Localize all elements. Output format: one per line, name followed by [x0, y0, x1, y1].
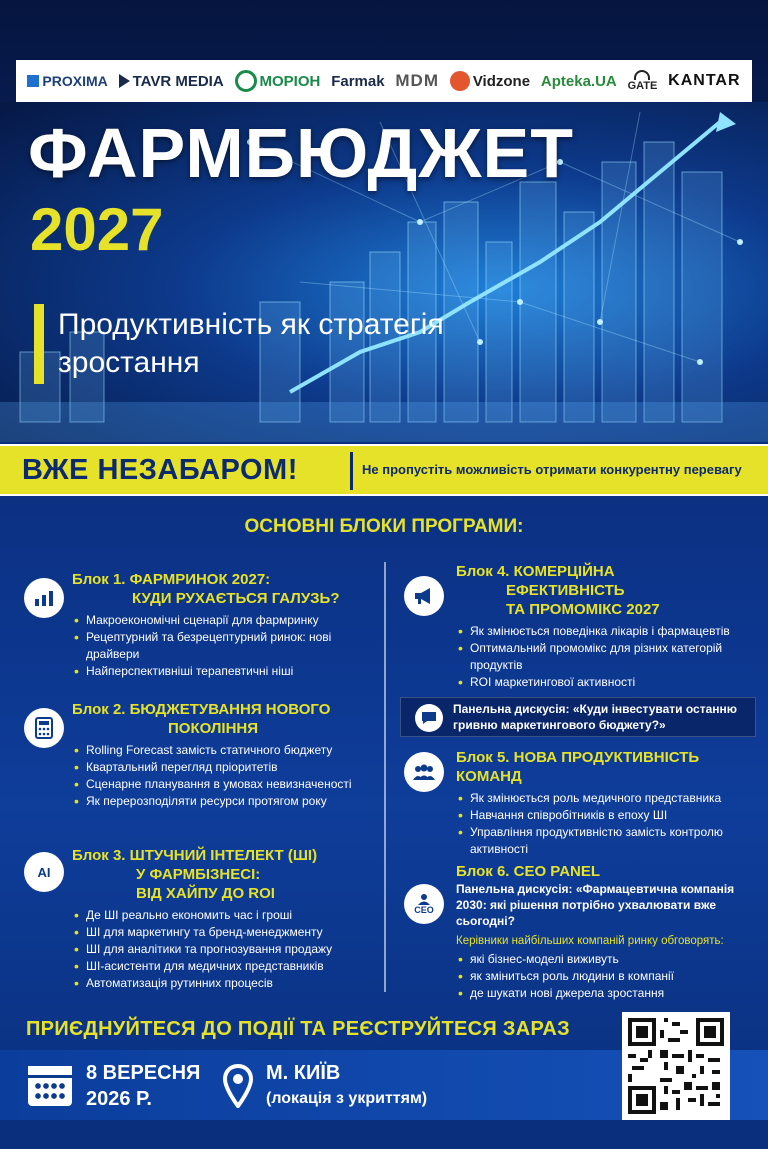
logo-farmak: Farmak: [331, 72, 385, 90]
list-item: • ROI маркетингової активності: [456, 674, 756, 691]
program-title: ОСНОВНІ БЛОКИ ПРОГРАМИ:: [244, 516, 524, 537]
list-item: • ШІ для аналітики та прогнозування продажу: [72, 941, 372, 958]
register-call-to-action[interactable]: ПРИЄДНУЙТЕСЯ ДО ПОДІЇ ТА РЕЄСТРУЙТЕСЯ ЗАРАЗ: [26, 1018, 570, 1040]
list-item: • Сценарне планування в умовах невизначеності: [72, 776, 372, 793]
list-item: • ШІ-асистенти для медичних представників: [72, 958, 372, 975]
megaphone-icon: [404, 576, 444, 616]
partner-logos-bar: [16, 60, 752, 102]
logo-apteka-ua: Apteka.UA: [540, 72, 617, 90]
event-date: [86, 1060, 200, 1112]
program-block-6: [456, 862, 756, 1002]
square-mark-icon: [27, 75, 39, 87]
list-item: • Де ШІ реально економить час і гроші: [72, 907, 372, 924]
list-item: • Rolling Forecast замість статичного бюджету: [72, 742, 372, 759]
location-pin-icon: [222, 1064, 254, 1108]
event-title: ФАРМБЮДЖЕТ: [28, 114, 574, 192]
calculator-icon: [24, 708, 64, 748]
program-block-1: [72, 570, 372, 680]
block-2-heading: Блок 2. БЮДЖЕТУВАННЯ НОВОГО: [72, 701, 331, 718]
list-item: • Навчання співробітників в епоху ШІ: [456, 807, 756, 824]
list-item: • Найперспективніші терапевтичні ніші: [72, 663, 372, 680]
event-location: [266, 1060, 427, 1112]
block-3-heading: Блок 3. ШТУЧНИЙ ІНТЕЛЕКТ (ШІ): [72, 847, 318, 864]
logo-kantar: KANTAR: [668, 72, 741, 89]
ceo-icon: CEO: [404, 884, 444, 924]
logo-gate: GATE: [628, 70, 658, 92]
chart-icon: [24, 578, 64, 618]
block-6-lead: Керівники найбільших компаній ринку обговорять:: [456, 935, 724, 947]
ai-chip-icon: AI: [24, 852, 64, 892]
event-location-note: (локація з укриттям): [266, 1090, 428, 1107]
event-date-day: 8 ВЕРЕСНЯ: [86, 1062, 201, 1084]
column-divider: [384, 562, 386, 992]
list-item: • де шукати нові джерела зростання: [456, 985, 756, 1002]
block-1-heading-line-2: КУДИ РУХАЄТЬСЯ ГАЛУЗЬ?: [132, 590, 340, 607]
block-6-heading: Блок 6. CEO PANEL: [456, 863, 601, 880]
block-5-heading-line-2: КОМАНД: [456, 768, 522, 785]
registration-qr-code[interactable]: [622, 1012, 730, 1120]
panel-discussion-block-4: [400, 697, 756, 737]
event-city: М. КИЇВ: [266, 1062, 341, 1084]
block-5-heading: Блок 5. НОВА ПРОДУКТИВНІСТЬ: [456, 749, 700, 766]
list-item: • Квартальний перегляд пріоритетів: [72, 759, 372, 776]
block-4-heading: Блок 4. КОМЕРЦІЙНА: [456, 563, 615, 580]
logo-vidzone: Vidzone: [450, 71, 530, 91]
list-item: • Як змінюється поведінка лікарів і фармацевтів: [456, 623, 756, 640]
play-circle-icon: [450, 71, 470, 91]
program-block-2: [72, 700, 372, 810]
qr-code-icon: [628, 1018, 724, 1114]
block-2-heading-line-2: ПОКОЛІННЯ: [168, 720, 259, 737]
circle-ring-icon: [235, 70, 257, 92]
block-2-items: [72, 742, 372, 810]
footer-strip: [0, 1120, 768, 1149]
list-item: • Оптимальний промомікс для різних категорій продуктів: [456, 640, 756, 674]
block-1-heading: Блок 1. ФАРМРИНОК 2027:: [72, 571, 271, 588]
panel-discussion-text: Панельна дискусія: «Куди інвестувати останню гривню маркетингового бюджету?»: [453, 702, 738, 732]
event-year: 2027: [30, 196, 164, 263]
list-item: • Рецептурний та безрецептурний ринок: нові драйвери: [72, 629, 372, 663]
logo-tavr-media: TAVR MEDIA: [119, 73, 224, 90]
list-item: • Управління продуктивністю замість контролю активності: [456, 824, 756, 858]
block-5-items: [456, 790, 756, 858]
list-item: • Автоматизація рутинних процесів: [72, 975, 372, 992]
coming-soon-note: Не пропустіть можливість отримати конкурентну перевагу: [362, 462, 742, 477]
chat-icon: [415, 704, 443, 732]
block-4-heading-line-3: ТА ПРОМОМІКС 2027: [506, 601, 660, 618]
list-item: • Як змінюється роль медичного представника: [456, 790, 756, 807]
event-date-year: 2026 Р.: [86, 1088, 152, 1110]
banner-divider: [350, 452, 353, 490]
list-item: • Макроекономічні сценарії для фармринку: [72, 612, 372, 629]
block-6-panel-discussion: Панельна дискусія: «Фармацевтична компанія 2030: які рішення потрібно ухвалювати вже сьогодні?: [456, 882, 735, 928]
arch-icon: [634, 70, 650, 80]
coming-soon-banner: [0, 444, 768, 496]
block-1-items: [72, 612, 372, 680]
list-item: • які бізнес-моделі виживуть: [456, 951, 756, 968]
logo-mdm: MDM: [395, 71, 439, 90]
event-subtitle: Продуктивність як стратегія зростання: [58, 308, 444, 379]
block-6-items: [456, 951, 756, 1002]
list-item: • як зміниться роль людини в компанії: [456, 968, 756, 985]
block-4-heading-line-2: ЕФЕКТИВНІСТЬ: [506, 582, 625, 599]
list-item: • Як перерозподіляти ресурси протягом року: [72, 793, 372, 810]
program-block-3: [72, 846, 372, 992]
program-block-5: [456, 748, 756, 858]
logo-morion: МОРІОН: [235, 70, 321, 92]
program-block-4: [456, 562, 756, 691]
logo-proxima: PROXIMA: [27, 73, 107, 89]
block-3-items: [72, 907, 372, 992]
block-3-heading-line-3: ВІД ХАЙПУ ДО ROI: [136, 885, 275, 902]
coming-soon-label: ВЖЕ НЕЗАБАРОМ!: [22, 454, 298, 486]
subtitle-accent-bar: [34, 304, 44, 384]
block-3-heading-line-2: У ФАРМБІЗНЕСІ:: [136, 866, 261, 883]
calendar-icon: [28, 1066, 72, 1106]
block-4-items: [456, 623, 756, 691]
team-icon: [404, 752, 444, 792]
list-item: • ШІ для маркетингу та бренд-менеджменту: [72, 924, 372, 941]
triangle-play-icon: [119, 74, 130, 88]
